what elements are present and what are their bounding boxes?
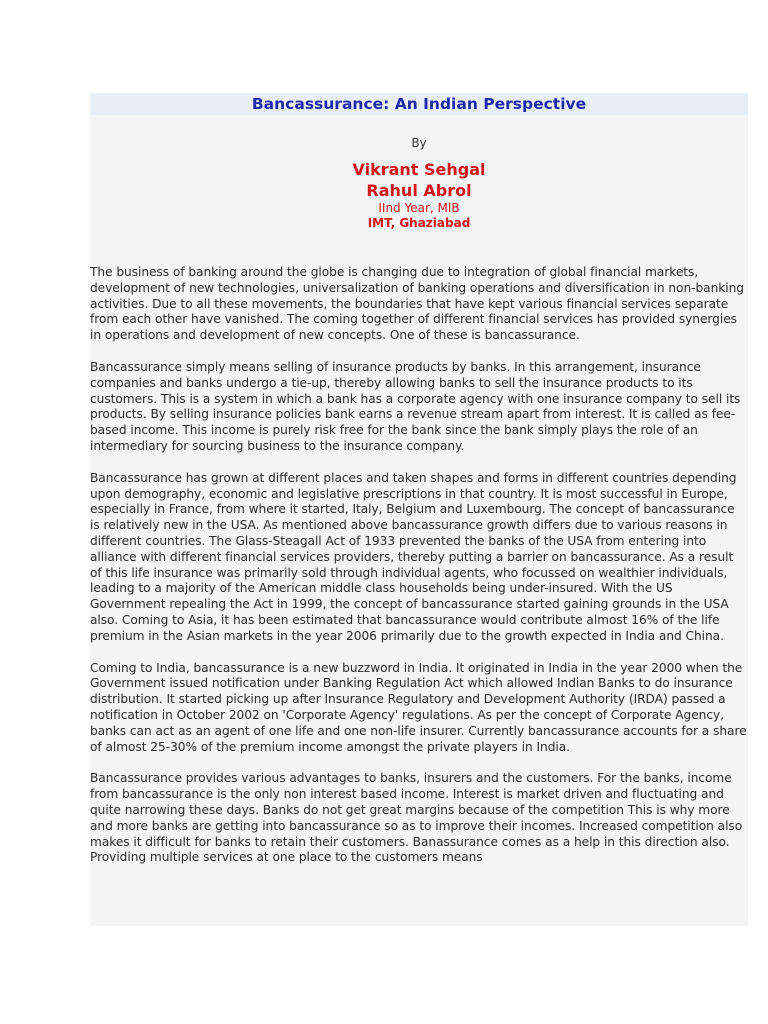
- author-name: Vikrant Sehgal: [352, 160, 486, 179]
- document-title: Bancassurance: An Indian Perspective: [90, 93, 748, 115]
- by-label: By: [411, 136, 427, 150]
- author-name: Rahul Abrol: [366, 181, 472, 200]
- article-body: [90, 265, 748, 866]
- document-page: [90, 93, 748, 926]
- body-paragraph: The business of banking around the globe is changing due to integration of global financial markets, development of new technologies, universalization of banking operations and diversification in non-banking activities. Due to all these movements, the boundaries that have kept various financial services separate from each other have vanished. The coming together of different financial services has provided synergies in operations and development of new concepts. One of these is bancassurance.: [90, 265, 744, 343]
- author-affiliation-year: IInd Year, MIB: [378, 201, 460, 215]
- body-paragraph: Bancassurance has grown at different places and taken shapes and forms in different countries depending upon demography, economic and legislative prescriptions in that country. It is most successful in Europe, especially in France, from where it started, Italy, Belgium and Luxembourg. The concept of bancassurance is relatively new in the USA. As mentioned above bancassurance growth differs due to various reasons in different countries. The Glass-Steagall Act of 1933 prevented the banks of the USA from entering into alliance with different financial services providers, thereby putting a barrier on bancassurance. As a result of this life insurance was primarily sold through individual agents, who focussed on wealthier individuals, leading to a majority of the American middle class households being under-insured. With the US Government repealing the Act in 1999, the concept of bancassurance started gaining grounds in the USA also. Coming to Asia, it has been estimated that bancassurance would contribute almost 16% of the life premium in the Asian markets in the year 2006 primarily due to the growth expected in India and China.: [90, 470, 737, 643]
- body-paragraph: Bancassurance provides various advantages to banks, insurers and the customers. For the banks, income from bancassurance is the only non interest based income. Interest is market driven and fluctuating and quite narrowing these days. Banks do not get great margins because of the competition This is why more and more banks are getting into bancassurance so as to improve their incomes. Increased competition also makes it difficult for banks to retain their customers. Banassurance comes as a help in this direction also. Providing multiple services at one place to the customers means: [90, 771, 743, 865]
- author-affiliation-institute: IMT, Ghaziabad: [367, 216, 471, 230]
- body-paragraph: Bancassurance simply means selling of insurance products by banks. In this arrangement, insurance companies and banks undergo a tie-up, thereby allowing banks to sell the insurance products to its customers. This is a system in which a bank has a corporate agency with one insurance company to sell its products. By selling insurance policies bank earns a revenue stream apart from interest. It is called as fee-based income. This income is purely risk free for the bank since the bank simply plays the role of an intermediary for sourcing business to the insurance company.: [90, 359, 741, 453]
- body-paragraph: Coming to India, bancassurance is a new buzzword in India. It originated in India in the year 2000 when the Government issued notification under Banking Regulation Act which allowed Indian Banks to do insurance distribution. It started picking up after Insurance Regulatory and Development Authority (IRDA) passed a notification in October 2002 on 'Corporate Agency' regulations. As per the concept of Corporate Agency, banks can act as an agent of one life and one non-life insurer. Currently bancassurance accounts for a share of almost 25-30% of the premium income amongst the private players in India.: [90, 660, 747, 754]
